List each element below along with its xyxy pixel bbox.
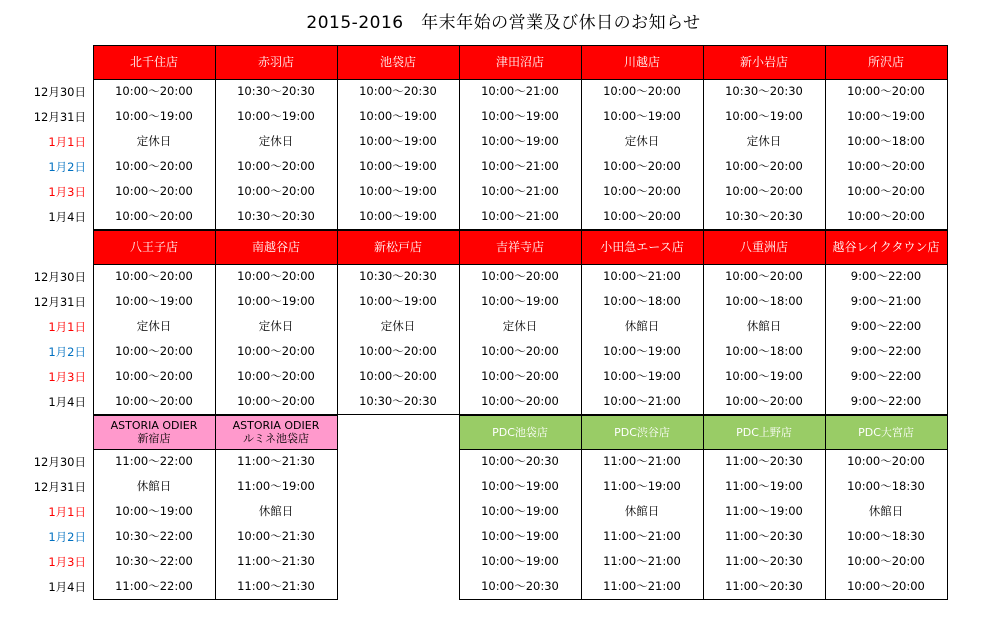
hours-cell: 10:30〜20:30 [237,209,315,223]
hours-cell: 10:00〜19:00 [359,159,437,173]
hours-cell: 10:00〜20:00 [115,84,193,98]
hours-cell: 定休日 [136,134,172,148]
hours-cell: 10:00〜20:00 [847,579,925,593]
hours-cell: 10:00〜18:30 [847,529,925,543]
hours-cell: 10:30〜20:30 [725,209,803,223]
hours-cell: 10:00〜18:00 [725,344,803,358]
store-header: 八重洲店 [703,230,825,264]
grid-line [581,45,582,230]
hours-cell: 9:00〜22:00 [850,369,922,383]
hours-cell: 定休日 [136,319,172,333]
hours-cell: 10:00〜18:00 [603,294,681,308]
hours-cell: 10:00〜20:00 [603,84,681,98]
hours-cell: 11:00〜20:30 [725,579,803,593]
grid-line [703,230,704,415]
hours-cell: 定休日 [380,319,416,333]
store-header [93,415,215,449]
grid-line [459,415,460,600]
hours-cell: 10:00〜20:00 [237,369,315,383]
store-header: 赤羽店 [215,45,337,79]
hours-cell: 10:30〜22:00 [115,554,193,568]
hours-cell: 10:30〜20:30 [359,269,437,283]
hours-cell: 10:00〜19:00 [359,109,437,123]
date-label: 1月4日 [48,579,86,594]
hours-cell: 定休日 [258,319,294,333]
grid-line [947,45,948,230]
hours-cell: 定休日 [258,134,294,148]
store-header: PDC上野店 [703,415,825,449]
hours-cell: 10:00〜19:00 [359,294,437,308]
hours-cell: 10:00〜20:30 [359,84,437,98]
grid-line [93,264,948,265]
hours-cell: 11:00〜22:00 [115,579,193,593]
hours-cell: 10:00〜20:00 [237,344,315,358]
grid-line [459,45,460,230]
store-header: 小田急エース店 [581,230,703,264]
hours-cell: 10:00〜20:00 [115,369,193,383]
date-label: 1月2日 [48,159,86,174]
hours-cell: 10:00〜20:00 [847,84,925,98]
hours-cell: 10:00〜20:00 [115,394,193,408]
hours-cell: 11:00〜21:00 [603,554,681,568]
store-header: 新小岩店 [703,45,825,79]
hours-cell: 11:00〜21:00 [603,579,681,593]
store-name-line1: ASTORIA ODIER [110,419,198,432]
hours-cell: 10:00〜21:00 [481,159,559,173]
hours-cell: 10:30〜20:30 [359,394,437,408]
hours-cell: 10:00〜19:00 [115,294,193,308]
store-header: PDC渋谷店 [581,415,703,449]
hours-cell: 10:00〜21:00 [603,269,681,283]
grid-line [337,415,338,600]
hours-cell: 10:00〜20:00 [603,184,681,198]
grid-line [215,230,216,415]
grid-line [825,45,826,230]
hours-cell: 10:00〜20:00 [847,159,925,173]
hours-cell: 10:00〜20:00 [847,184,925,198]
store-header: 津田沼店 [459,45,581,79]
date-label: 12月31日 [33,479,86,494]
date-label: 1月3日 [48,554,86,569]
hours-cell: 休館日 [624,504,660,518]
hours-cell: 10:00〜20:00 [359,344,437,358]
store-header: 新松戸店 [337,230,459,264]
store-name-line2: ルミネ池袋店 [243,432,309,445]
hours-cell: 10:30〜22:00 [115,529,193,543]
hours-cell: 11:00〜19:00 [725,504,803,518]
grid-line [93,230,94,415]
date-label: 12月31日 [33,294,86,309]
hours-cell: 10:00〜19:00 [359,184,437,198]
hours-cell: 11:00〜20:30 [725,529,803,543]
hours-cell: 11:00〜19:00 [237,479,315,493]
hours-cell: 10:00〜20:00 [725,159,803,173]
store-header: 池袋店 [337,45,459,79]
hours-cell: 11:00〜20:30 [725,554,803,568]
hours-cell: 10:00〜19:00 [725,109,803,123]
hours-cell: 休館日 [258,504,294,518]
hours-cell: 10:00〜20:00 [237,159,315,173]
store-header: 所沢店 [825,45,947,79]
hours-cell: 10:30〜20:30 [237,84,315,98]
hours-cell: 11:00〜19:00 [603,479,681,493]
hours-cell: 10:00〜20:30 [481,579,559,593]
grid-line [215,45,216,230]
date-label: 1月3日 [48,184,86,199]
hours-cell: 10:30〜20:30 [725,84,803,98]
hours-cell: 10:00〜20:00 [237,269,315,283]
store-name-line2: 新宿店 [137,432,171,445]
hours-cell: 9:00〜22:00 [850,394,922,408]
hours-cell: 11:00〜21:30 [237,579,315,593]
hours-cell: 11:00〜20:30 [725,454,803,468]
hours-cell: 10:00〜20:00 [603,159,681,173]
grid-line [93,45,948,46]
hours-cell: 11:00〜21:30 [237,454,315,468]
hours-cell: 10:00〜19:00 [237,109,315,123]
date-label: 1月1日 [48,504,86,519]
grid-line [947,415,948,600]
hours-cell: 10:00〜20:00 [725,269,803,283]
hours-cell: 10:00〜21:30 [237,529,315,543]
hours-cell: 10:00〜20:00 [115,184,193,198]
hours-cell: 10:00〜21:00 [603,394,681,408]
hours-cell: 休館日 [746,319,782,333]
grid-line [215,415,216,600]
store-header: 越谷レイクタウン店 [825,230,947,264]
hours-cell: 9:00〜22:00 [850,344,922,358]
hours-cell: 10:00〜20:00 [481,344,559,358]
date-label: 12月30日 [33,454,86,469]
hours-cell: 11:00〜21:00 [603,454,681,468]
hours-cell: 10:00〜20:00 [603,209,681,223]
hours-cell: 10:00〜19:00 [481,529,559,543]
hours-cell: 10:00〜19:00 [359,209,437,223]
hours-cell: 10:00〜19:00 [481,479,559,493]
store-header: 北千住店 [93,45,215,79]
store-header: 南越谷店 [215,230,337,264]
grid-line [825,415,826,600]
hours-cell: 10:00〜19:00 [115,504,193,518]
hours-cell: 10:00〜19:00 [847,109,925,123]
grid-line [93,79,948,80]
hours-cell: 10:00〜19:00 [481,504,559,518]
hours-cell: 10:00〜19:00 [481,554,559,568]
grid-line [825,230,826,415]
hours-cell: 10:00〜20:00 [847,454,925,468]
page-title: 2015-2016 年末年始の営業及び休日のお知らせ [306,13,701,33]
hours-cell: 定休日 [746,134,782,148]
hours-cell: 10:00〜19:00 [603,109,681,123]
hours-cell: 10:00〜19:00 [481,134,559,148]
date-label: 1月2日 [48,529,86,544]
grid-line [581,230,582,415]
hours-cell: 11:00〜19:00 [725,479,803,493]
hours-cell: 定休日 [502,319,538,333]
hours-cell: 休館日 [136,479,172,493]
hours-cell: 10:00〜20:00 [481,269,559,283]
hours-cell: 休館日 [624,319,660,333]
hours-cell: 10:00〜19:00 [359,134,437,148]
date-label: 12月30日 [33,84,86,99]
hours-cell: 9:00〜21:00 [850,294,922,308]
hours-cell: 10:00〜21:00 [481,84,559,98]
hours-cell: 10:00〜18:30 [847,479,925,493]
date-label: 1月1日 [48,319,86,334]
hours-cell: 10:00〜20:00 [115,209,193,223]
hours-cell: 10:00〜20:00 [847,554,925,568]
hours-cell: 10:00〜20:00 [359,369,437,383]
hours-cell: 9:00〜22:00 [850,269,922,283]
hours-cell: 11:00〜22:00 [115,454,193,468]
hours-cell: 10:00〜20:00 [237,394,315,408]
hours-cell: 10:00〜20:00 [481,369,559,383]
grid-line [93,230,948,231]
hours-cell: 10:00〜19:00 [237,294,315,308]
grid-line [581,415,582,600]
date-label: 1月2日 [48,344,86,359]
hours-cell: 10:00〜20:00 [481,394,559,408]
store-header: PDC池袋店 [459,415,581,449]
date-label: 1月1日 [48,134,86,149]
date-label: 12月31日 [33,109,86,124]
hours-cell: 9:00〜22:00 [850,319,922,333]
store-header: 吉祥寺店 [459,230,581,264]
hours-cell: 10:00〜20:00 [725,184,803,198]
hours-cell: 10:00〜20:00 [115,159,193,173]
hours-cell: 10:00〜20:00 [847,209,925,223]
hours-cell: 定休日 [624,134,660,148]
store-header: 八王子店 [93,230,215,264]
hours-cell: 10:00〜19:00 [603,344,681,358]
hours-cell: 10:00〜20:00 [115,269,193,283]
grid-line [703,45,704,230]
date-label: 1月4日 [48,394,86,409]
hours-cell: 10:00〜19:00 [603,369,681,383]
hours-cell: 10:00〜20:00 [115,344,193,358]
hours-cell: 10:00〜21:00 [481,209,559,223]
store-header [215,415,337,449]
grid-line [337,230,338,415]
hours-cell: 10:00〜20:00 [237,184,315,198]
date-label: 1月3日 [48,369,86,384]
hours-cell: 10:00〜20:30 [481,454,559,468]
hours-cell: 10:00〜18:00 [725,294,803,308]
store-header: 川越店 [581,45,703,79]
hours-cell: 10:00〜18:00 [847,134,925,148]
hours-cell: 10:00〜19:00 [115,109,193,123]
date-label: 1月4日 [48,209,86,224]
hours-cell: 10:00〜21:00 [481,184,559,198]
hours-cell: 10:00〜19:00 [481,109,559,123]
grid-line [337,45,338,230]
grid-line [93,45,94,230]
grid-line [93,415,94,600]
store-header: PDC大宮店 [825,415,947,449]
hours-cell: 10:00〜19:00 [725,369,803,383]
grid-line [947,230,948,415]
hours-cell: 休館日 [868,504,904,518]
hours-cell: 11:00〜21:30 [237,554,315,568]
store-name-line1: ASTORIA ODIER [232,419,320,432]
grid-line [703,415,704,600]
grid-line [459,230,460,415]
hours-cell: 11:00〜21:00 [603,529,681,543]
hours-cell: 10:00〜20:00 [725,394,803,408]
date-label: 12月30日 [33,269,86,284]
hours-cell: 10:00〜19:00 [481,294,559,308]
